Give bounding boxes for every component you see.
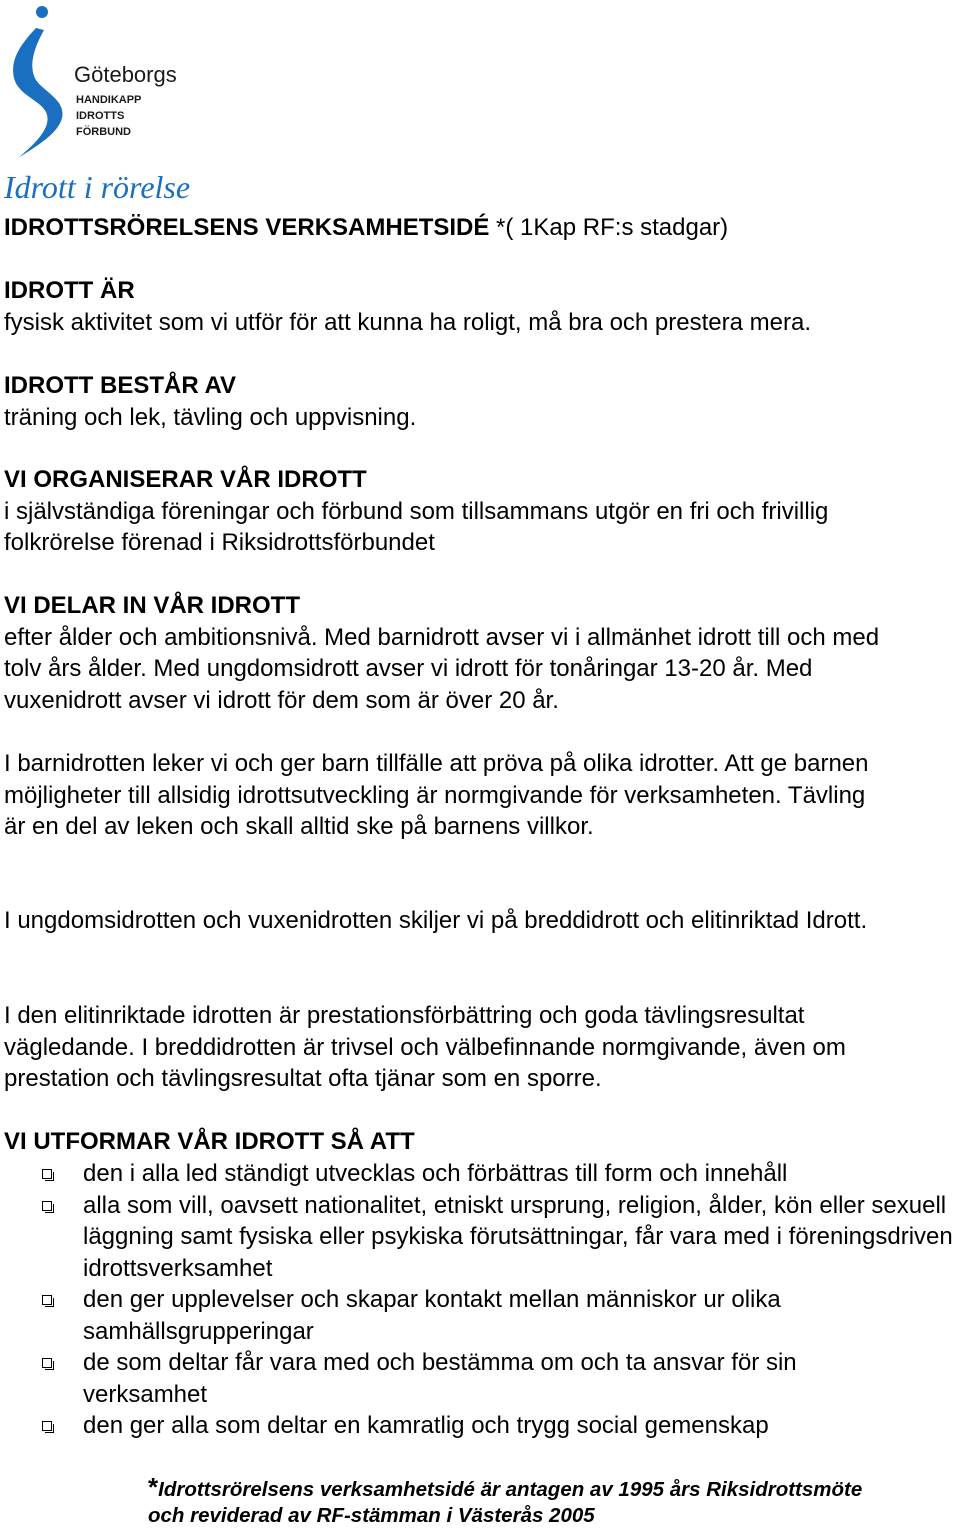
- section-heading: IDROTT BESTÅR AV: [4, 372, 236, 399]
- section-idrott-ar: [4, 275, 954, 338]
- footnote-line-2: och reviderad av RF-stämman i Västerås 2005: [148, 1504, 595, 1527]
- svg-text:Göteborgs: Göteborgs: [74, 62, 177, 87]
- checkbox-bullet-icon: [42, 1421, 52, 1431]
- section-body: i självständiga föreningar och förbund som tillsammans utgör en fri och frivillig folkrörelse förenad i Riksidrottsförbundet: [4, 497, 829, 556]
- list-item: den i alla led ständigt utvecklas och förbättras till form och innehåll: [0, 1158, 960, 1190]
- paragraph-ungdomsidrott: I ungdomsidrotten och vuxenidrotten skiljer vi på breddidrott och elitinriktad Idrott.: [4, 907, 868, 934]
- list-item: den ger upplevelser och skapar kontakt mellan människor ur olika samhällsgrupperingar: [0, 1284, 960, 1347]
- section-body: fysisk aktivitet som vi utför för att kunna ha roligt, må bra och prestera mera.: [4, 308, 811, 336]
- section-heading: VI ORGANISERAR VÅR IDROTT: [4, 466, 367, 493]
- section-body: träning och lek, tävling och uppvisning.: [4, 403, 417, 431]
- svg-text:FÖRBUND: FÖRBUND: [76, 126, 131, 138]
- paragraph-barnidrott: I barnidrotten leker vi och ger barn tillfälle att pröva på olika idrotter. Att ge barnen möjligheter till allsidig idrottsutveckling är normgivande för verksamheten. Tävling är en del av leken och skall alltid ske på barnens villkor.: [4, 750, 869, 840]
- section-idrott-bestar-av: [4, 370, 954, 433]
- section-heading-vi-utformar: VI UTFORMAR VÅR IDROTT SÅ ATT: [4, 1128, 415, 1155]
- list-item: de som deltar får vara med och bestämma om och ta ansvar för sin verksamhet: [0, 1347, 960, 1410]
- section-vi-organiserar: [4, 464, 874, 559]
- list-item: den ger alla som deltar en kamratlig och trygg social gemenskap: [0, 1410, 960, 1442]
- footnote: [148, 1474, 960, 1529]
- svg-text:IDROTTS: IDROTTS: [76, 110, 125, 122]
- footnote-line-1: Idrottsrörelsens verksamhetsidé är antagen av 1995 års Riksidrottsmöte: [158, 1478, 863, 1501]
- svg-text:HANDIKAPP: HANDIKAPP: [76, 94, 142, 106]
- checkbox-bullet-icon: [42, 1358, 52, 1368]
- checkbox-bullet-icon: [42, 1169, 52, 1179]
- title-rest: *( 1Kap RF:s stadgar): [489, 214, 729, 241]
- section-vi-delar-in: [4, 590, 894, 716]
- goteborgs-hif-logo: [0, 0, 240, 210]
- checkbox-bullet-icon: [42, 1295, 52, 1305]
- bullet-list: [0, 1158, 960, 1442]
- section-body: efter ålder och ambitionsnivå. Med barnidrott avser vi i allmänhet idrott till och med tolv års ålder. Med ungdomsidrott avser vi idrott för tonåringar 13-20 år. Med vuxenidrott avser vi idrott för dem som är över 20 år.: [4, 623, 880, 714]
- section-heading: IDROTT ÄR: [4, 277, 135, 304]
- section-heading: VI DELAR IN VÅR IDROTT: [4, 592, 301, 619]
- paragraph-elitinriktad: I den elitinriktade idrotten är prestationsförbättring och goda tävlingsresultat vägledande. I breddidrotten är trivsel och välbefinnande normgivande, även om prestation och tävlingsresultat ofta tjänar som en sporre.: [4, 1002, 846, 1092]
- list-item: alla som vill, oavsett nationalitet, etniskt ursprung, religion, ålder, kön eller sexuell läggning samt fysiska eller psykiska förutsättningar, får vara med i föreningsdriven idrottsverksamhet: [0, 1190, 960, 1285]
- checkbox-bullet-icon: [42, 1201, 52, 1211]
- svg-text:Idrott i rörelse: Idrott i rörelse: [4, 169, 191, 205]
- title-bold: IDROTTSRÖRELSENS VERKSAMHETSIDÉ: [4, 214, 490, 241]
- page-title: [4, 212, 728, 244]
- footnote-star: *: [148, 1472, 159, 1502]
